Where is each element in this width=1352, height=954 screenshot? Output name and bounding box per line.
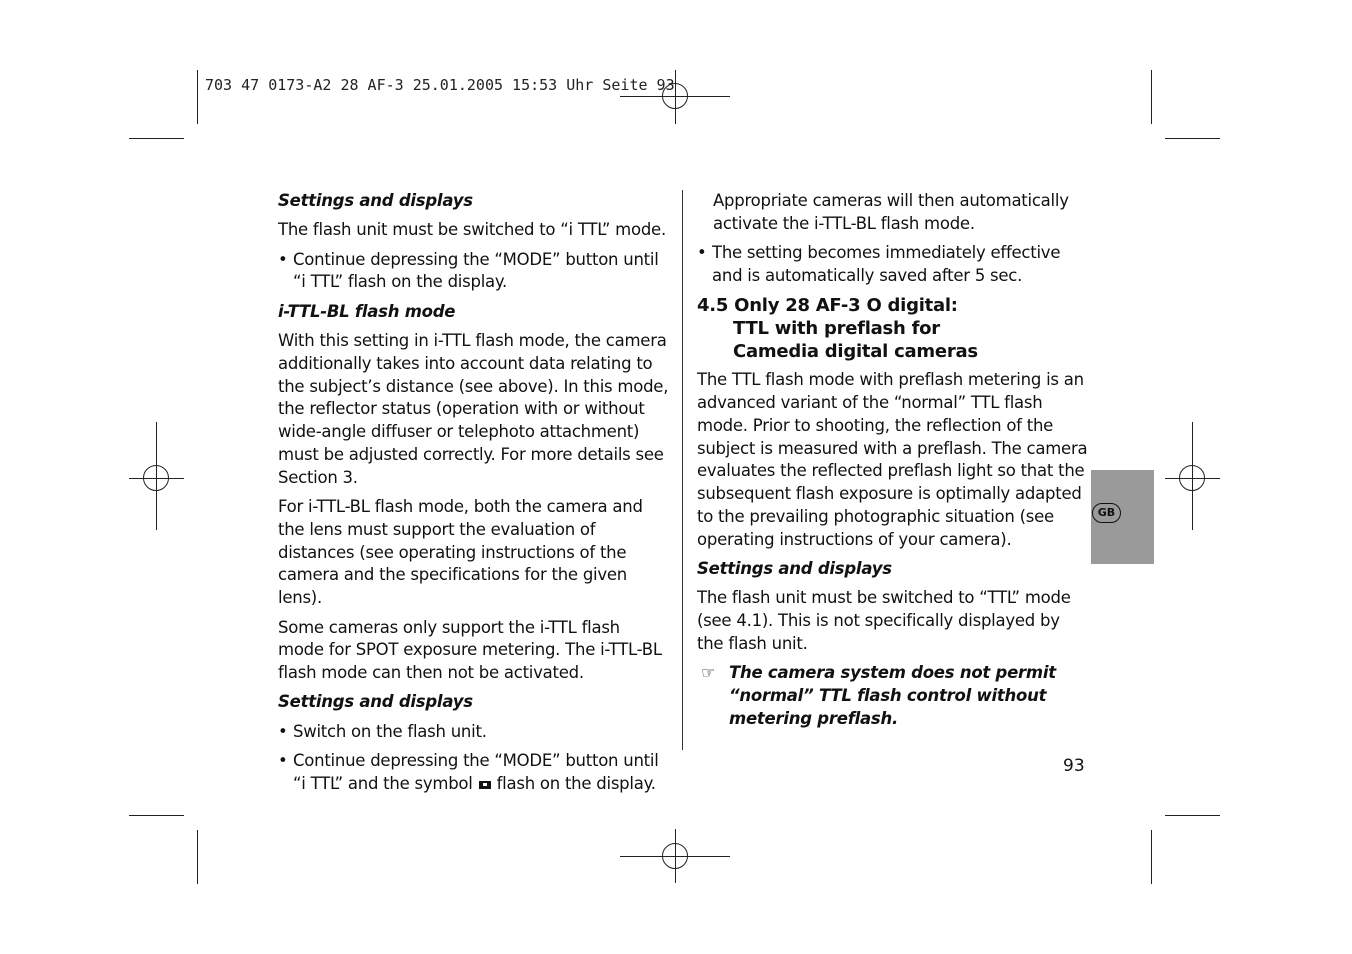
bullet-item [278, 750, 670, 796]
section-heading-line: 4.5 Only 28 AF-3 O digital: [697, 295, 958, 317]
bullet-text: The setting becomes immediately effective and is automatically saved after 5 sec. [712, 243, 1061, 285]
flash-mode-symbol-icon [478, 780, 492, 790]
paragraph: The flash unit must be switched to “TTL” mode (see 4.1). This is not specifically displayed by the flash unit. [697, 588, 1071, 653]
crop-mark [1151, 70, 1152, 124]
page-number: 93 [1063, 756, 1085, 776]
paragraph: Some cameras only support the i-TTL flash mode for SPOT exposure metering. The i-TTL-BL flash mode can then not be activated. [278, 617, 662, 683]
crop-mark [1151, 830, 1152, 884]
bullet-item [278, 721, 670, 744]
column-divider [682, 190, 683, 750]
crop-mark [197, 70, 198, 124]
bullet-dot: • [278, 751, 288, 771]
paragraph: For i-TTL-BL flash mode, both the camera and the lens must support the evaluation of distances (see operating instructions of the camera and the specifications for the given lens). [278, 497, 643, 608]
paragraph-continued: Appropriate cameras will then automatically activate the i-TTL-BL flash mode. [713, 191, 1069, 233]
bullet-text: Continue depressing the “MODE” button until “i TTL” flash on the display. [293, 249, 659, 292]
print-slug: 703 47 0173-A2 28 AF-3 25.01.2005 15:53 Uhr Seite 93 [205, 76, 675, 94]
bullet-text: Switch on the flash unit. [293, 721, 487, 741]
note-text: The camera system does not permit “normal” TTL flash control without metering preflash. [729, 663, 1056, 728]
crop-mark [197, 830, 198, 884]
bullet-dot: • [278, 249, 288, 269]
section-heading-line: Camedia digital cameras [733, 341, 978, 363]
subheading: Settings and displays [278, 191, 473, 210]
bullet-item [697, 242, 1089, 288]
crop-mark [1165, 138, 1220, 139]
bullet-text [293, 750, 670, 796]
subheading: Settings and displays [697, 559, 892, 579]
crop-mark [1165, 815, 1220, 816]
note [697, 662, 1089, 730]
bullet-dot: • [278, 721, 288, 741]
bullet-dot: • [697, 243, 707, 263]
left-column [278, 190, 670, 802]
bullet-text-part: flash on the display. [496, 773, 656, 793]
subheading: i-TTL-BL flash mode [278, 301, 456, 321]
subheading: Settings and displays [278, 692, 473, 712]
section-heading [697, 294, 1089, 363]
section-heading-line: TTL with preflash for [733, 318, 940, 340]
paragraph: With this setting in i-TTL flash mode, the camera additionally takes into account data relating to the subject’s distance (see above). In this mode, the reflector status (operation with or without wide-angle diffuser or telephoto attachment) must be adjusted correctly. For more details see Section 3. [278, 330, 669, 487]
crop-mark [129, 815, 184, 816]
bullet-item [278, 249, 670, 295]
right-column [697, 190, 1089, 731]
paragraph: The flash unit must be switched to “i TTL” mode. [278, 220, 666, 240]
bullet-text-part: Continue depressing the “MODE” button until “i TTL” and the symbol [293, 751, 659, 793]
language-badge: GB [1092, 503, 1121, 523]
pointing-hand-icon: ☞ [701, 663, 716, 683]
crop-mark [129, 138, 184, 139]
paragraph: The TTL flash mode with preflash metering is an advanced variant of the “normal” TTL flash mode. Prior to shooting, the reflection of the subject is measured with a preflash. The camera evaluates the reflected preflash light so that the subsequent flash exposure is optimally adapted to the prevailing photographic situation (see operating instructions of your camera). [697, 370, 1088, 549]
